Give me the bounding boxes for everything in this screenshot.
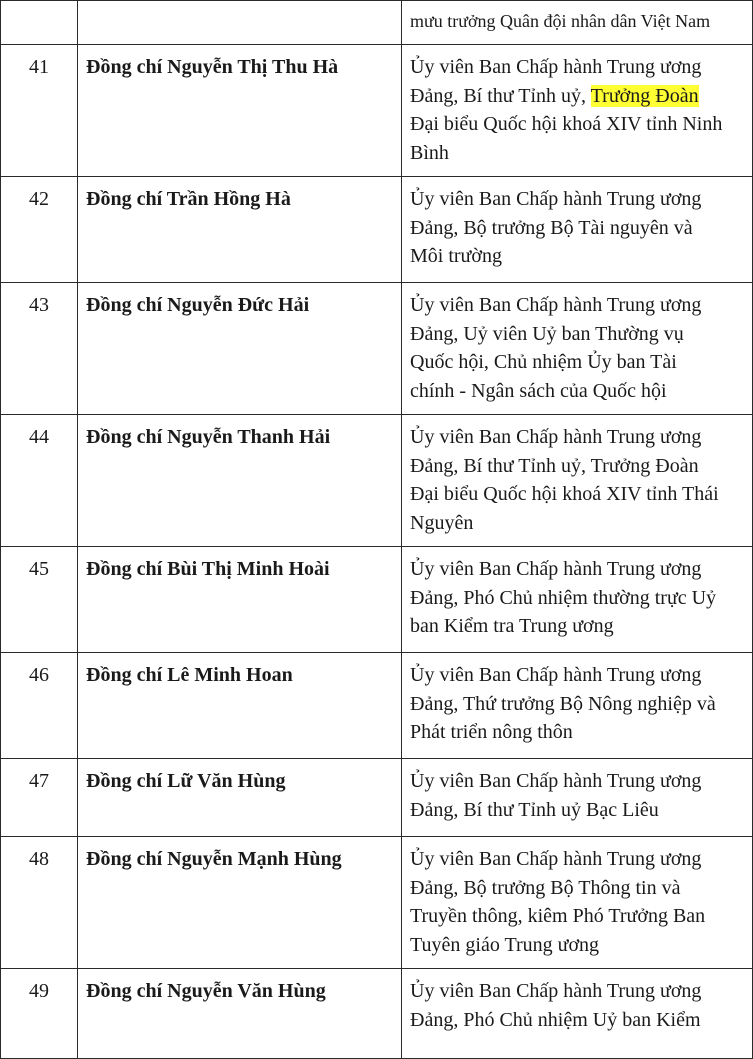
row-number: 48: [29, 848, 49, 870]
role-cell: [402, 759, 753, 837]
role-text: Ủy viên Ban Chấp hành Trung ương: [410, 980, 702, 1002]
role-cell: [402, 177, 753, 283]
role-line: [410, 977, 748, 1006]
highlighted-text: Trưởng Đoàn: [590, 84, 699, 107]
role-text: Ủy viên Ban Chấp hành Trung ương: [410, 56, 702, 78]
number-cell: [1, 969, 78, 1059]
role-text: Đảng, Phó Chủ nhiệm Uỷ ban Kiểm: [410, 1008, 701, 1031]
role-text: Đảng, Thứ trưởng Bộ Nông nghiệp và: [410, 692, 716, 715]
role-line: [410, 874, 748, 903]
member-name: Đồng chí Trần Hồng Hà: [86, 188, 291, 210]
table-row-continued: [1, 1, 753, 45]
number-cell: [1, 837, 78, 969]
table-row: [1, 969, 753, 1059]
role-text: Đảng, Bí thư Tỉnh uỷ Bạc Liêu: [410, 798, 659, 821]
role-line: [410, 214, 748, 243]
name-cell: [78, 415, 402, 547]
role-line: [410, 1006, 748, 1035]
number-cell: [1, 45, 78, 177]
role-text: Ủy viên Ban Chấp hành Trung ương: [410, 558, 702, 580]
name-cell: [78, 547, 402, 653]
role-line: [410, 242, 748, 271]
row-number: 47: [29, 770, 49, 792]
role-text: Đại biểu Quốc hội khoá XIV tỉnh Thái: [410, 483, 719, 505]
role-cell: [402, 969, 753, 1059]
role-text: Đảng, Phó Chủ nhiệm thường trực Uỷ: [410, 586, 717, 609]
role-line: [410, 796, 748, 825]
name-cell: [78, 1, 402, 45]
role-line: [410, 480, 748, 509]
role-text: Bình: [410, 141, 449, 164]
table-row: [1, 547, 753, 653]
role-line: [410, 902, 748, 931]
role-text: Đảng, Bộ trưởng Bộ Thông tin và: [410, 876, 681, 899]
table-row: [1, 45, 753, 177]
role-text: Ủy viên Ban Chấp hành Trung ương: [410, 664, 702, 686]
role-cell: [402, 1, 753, 45]
role-text: Truyền thông, kiêm Phó Trưởng Ban: [410, 905, 706, 927]
role-text: Ủy viên Ban Chấp hành Trung ương: [410, 188, 702, 210]
number-cell: [1, 653, 78, 759]
role-cell: [402, 415, 753, 547]
member-name: Đồng chí Nguyễn Đức Hải: [86, 294, 310, 316]
role-cell: [402, 283, 753, 415]
name-cell: [78, 969, 402, 1059]
role-line: [410, 452, 748, 481]
role-line: [410, 767, 748, 796]
role-text: Ủy viên Ban Chấp hành Trung ương: [410, 426, 702, 448]
role-text: Quốc hội, Chủ nhiệm Ủy ban Tài: [410, 351, 677, 373]
table-row: [1, 415, 753, 547]
role-cell: [402, 837, 753, 969]
role-line: [410, 185, 748, 214]
role-cell: [402, 45, 753, 177]
row-number: 49: [29, 980, 49, 1002]
table-row: [1, 759, 753, 837]
role-text: Đại biểu Quốc hội khoá XIV tỉnh Ninh: [410, 113, 723, 135]
row-number: 45: [29, 558, 49, 580]
name-cell: [78, 837, 402, 969]
role-line: [410, 291, 748, 320]
row-number: 43: [29, 294, 49, 316]
number-cell: [1, 759, 78, 837]
role-cell: [402, 653, 753, 759]
role-text: Phát triển nông thôn: [410, 721, 573, 743]
role-line: [410, 661, 748, 690]
role-text: Đảng, Bí thư Tỉnh uỷ,: [410, 84, 591, 107]
role-text: Đảng, Uỷ viên Uỷ ban Thường vụ: [410, 322, 684, 345]
role-line: [410, 931, 748, 960]
role-line: [410, 139, 748, 168]
row-number: 41: [29, 56, 49, 78]
role-text: Đảng, Bí thư Tỉnh uỷ, Trưởng Đoàn: [410, 454, 699, 477]
table-row: [1, 177, 753, 283]
row-number: 42: [29, 188, 49, 210]
role-text: Ủy viên Ban Chấp hành Trung ương: [410, 848, 702, 870]
role-line: [410, 612, 748, 641]
role-line: [410, 584, 748, 613]
role-cell: [402, 547, 753, 653]
number-cell: [1, 1, 78, 45]
role-line: [410, 509, 748, 538]
row-number: 44: [29, 426, 49, 448]
member-name: Đồng chí Nguyễn Thị Thu Hà: [86, 56, 339, 78]
role-text: Nguyên: [410, 511, 474, 534]
member-name: Đồng chí Nguyễn Mạnh Hùng: [86, 848, 342, 870]
member-name: Đồng chí Bùi Thị Minh Hoài: [86, 558, 330, 580]
row-number: 46: [29, 664, 49, 686]
role-line: [410, 423, 748, 452]
role-line: [410, 845, 748, 874]
name-cell: [78, 653, 402, 759]
role-line: [410, 348, 748, 377]
role-line: [410, 53, 748, 82]
role-text: Đảng, Bộ trưởng Bộ Tài nguyên và: [410, 216, 693, 239]
table-row: [1, 653, 753, 759]
member-name: Đồng chí Lê Minh Hoan: [86, 664, 293, 686]
role-line: [410, 110, 748, 139]
role-text: mưu trưởng Quân đội nhân dân Việt Nam: [410, 11, 711, 31]
table-row: [1, 837, 753, 969]
role-line: [410, 82, 748, 111]
role-text: Ủy viên Ban Chấp hành Trung ương: [410, 294, 702, 316]
role-line: [410, 320, 748, 349]
table-row: [1, 283, 753, 415]
role-line: [410, 377, 748, 406]
role-line: [410, 555, 748, 584]
role-text: ban Kiểm tra Trung ương: [410, 615, 614, 637]
member-name: Đồng chí Nguyễn Thanh Hải: [86, 426, 331, 448]
number-cell: [1, 177, 78, 283]
role-line: [410, 718, 748, 747]
member-name: Đồng chí Lữ Văn Hùng: [86, 770, 286, 792]
number-cell: [1, 547, 78, 653]
role-text: Tuyên giáo Trung ương: [410, 933, 600, 956]
name-cell: [78, 283, 402, 415]
role-text: Môi trường: [410, 245, 502, 267]
roster-body: [1, 1, 753, 1059]
number-cell: [1, 283, 78, 415]
name-cell: [78, 45, 402, 177]
name-cell: [78, 177, 402, 283]
role-line: [410, 690, 748, 719]
role-text: Ủy viên Ban Chấp hành Trung ương: [410, 770, 702, 792]
member-name: Đồng chí Nguyễn Văn Hùng: [86, 980, 326, 1002]
name-cell: [78, 759, 402, 837]
role-text: chính - Ngân sách của Quốc hội: [410, 379, 667, 402]
number-cell: [1, 415, 78, 547]
